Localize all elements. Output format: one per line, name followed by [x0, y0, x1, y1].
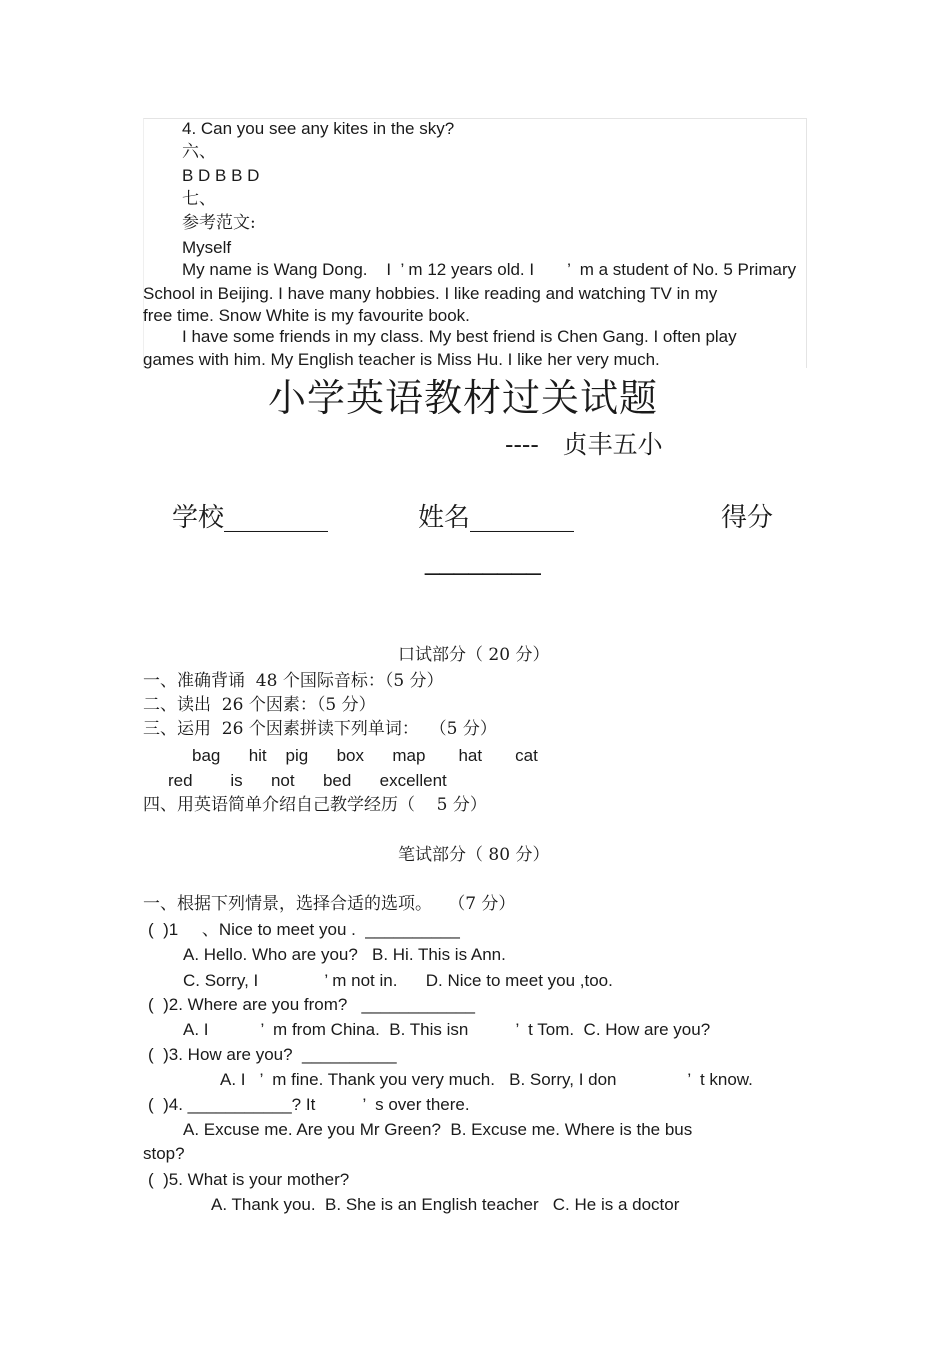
- author-line: ---- 贞丰五小: [505, 430, 663, 459]
- written-section-heading: 笔试部分（ 80 分）: [398, 845, 550, 865]
- oral-section-heading: 口试部分（ 20 分）: [398, 645, 550, 665]
- question-line: ( )5. What is your mother?: [148, 1170, 350, 1189]
- page-title: 小学英语教材过关试题: [268, 376, 659, 420]
- oral-item: 一、准确背诵 48 个国际音标：（5 分）: [143, 671, 444, 691]
- written-section-1-heading: 一、根据下列情景，选择合适的选项。 （7 分）: [143, 894, 516, 914]
- option-line-continued: stop?: [143, 1144, 185, 1163]
- oral-item: 四、用英语简单介绍自己教学经历（ 5 分）: [143, 795, 487, 815]
- option-line: A. Excuse me. Are you Mr Green? B. Excuse me. Where is the bus: [183, 1120, 693, 1139]
- answer-section-6-values: B D B B D: [182, 166, 260, 185]
- question-line: ( )2. Where are you from? ____________: [148, 995, 475, 1014]
- essay-line: free time. Snow White is my favourite book.: [143, 306, 470, 325]
- school-field-label: 学校________: [172, 503, 329, 533]
- option-line: A. I ’ m from China. B. This isn ’ t Tom. C. How are you?: [183, 1020, 711, 1039]
- oral-words-row: bag hit pig box map hat cat: [192, 746, 538, 765]
- sample-essay-label: 参考范文:: [182, 213, 256, 233]
- answer-section-6: 六、: [182, 142, 216, 162]
- answer-section-7: 七、: [182, 189, 216, 209]
- answer-q4: 4. Can you see any kites in the sky?: [182, 119, 455, 138]
- option-line: C. Sorry, I ’ m not in. D. Nice to meet you ,too.: [183, 971, 613, 990]
- oral-item: 三、运用 26 个因素拼读下列单词： （5 分）: [143, 719, 497, 739]
- score-field-label: 得分: [721, 503, 774, 533]
- essay-line: I have some friends in my class. My best friend is Chen Gang. I often play: [182, 327, 737, 346]
- essay-line: My name is Wang Dong. I ’ m 12 years old. I ’ m a student of No. 5 Primary: [182, 260, 797, 279]
- essay-line: games with him. My English teacher is Miss Hu. I like her very much.: [143, 350, 660, 369]
- name-field-label: 姓名________: [418, 503, 575, 533]
- oral-words-row: red is not bed excellent: [168, 771, 447, 790]
- essay-line: School in Beijing. I have many hobbies. I like reading and watching TV in my: [143, 284, 718, 303]
- option-line: A. I ’ m fine. Thank you very much. B. Sorry, I don ’ t know.: [220, 1070, 753, 1089]
- question-line: ( )3. How are you? __________: [148, 1045, 397, 1064]
- essay-title: Myself: [182, 238, 232, 257]
- option-line: A. Thank you. B. She is an English teacher C. He is a doctor: [211, 1195, 680, 1214]
- question-line: ( )1 、Nice to meet you . __________: [148, 920, 460, 939]
- question-line: ( )4. ___________? It ’ s over there.: [148, 1095, 470, 1114]
- score-field-blank: ________: [425, 546, 541, 576]
- option-line: A. Hello. Who are you? B. Hi. This is Ann.: [183, 945, 506, 964]
- oral-item: 二、读出 26 个因素：（5 分）: [143, 695, 376, 715]
